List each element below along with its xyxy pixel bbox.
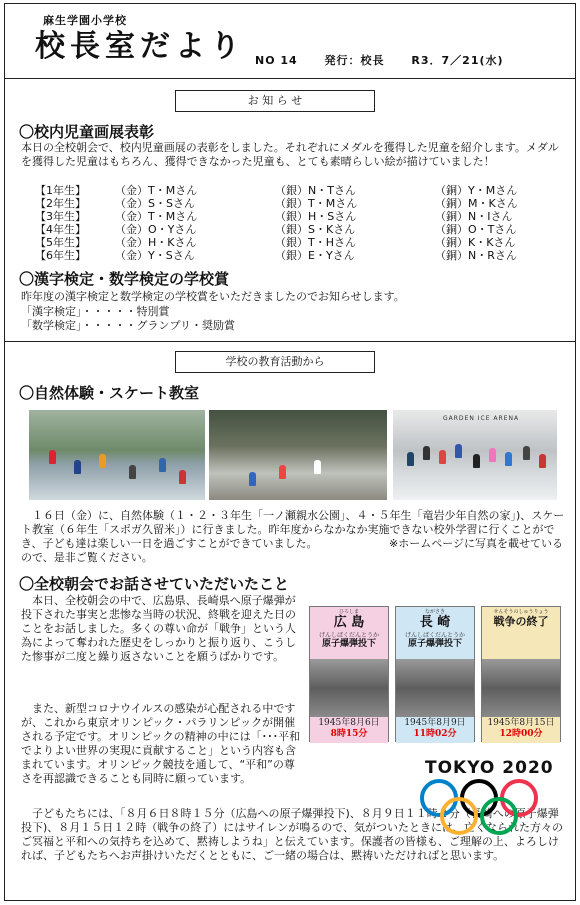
grade-cell: 【1年生】 bbox=[35, 184, 86, 197]
nature-body: １６日（金）に、自然体験（１・２・３年生「一ノ瀬親水公園」、４・５年生「竜岩少年自然の家」)、スケート教室（６年生「スポガ久留米」）に行きました。昨年度からなかなか実施できない校外学習に行くことができ、子ども達は楽しい一日を過ごすことができていました。 ※ホームページに写真を載せているので、是非ご覧ください。 bbox=[21, 509, 565, 564]
assembly-para-2: また、新型コロナウイルスの感染が心配される中ですが、これから東京オリンピック・パラリンピックが開催される予定です。オリンピックの精神の中には「･･･平和でよりよい世界の実現に貢献すること」という内容も含まれています。オリンピック競技を通して、“平和”の尊さを再認識できることも同時に願っています。 bbox=[21, 702, 301, 785]
war-end-photo bbox=[482, 659, 560, 717]
silver-cell: （銀）H・Sさん bbox=[275, 210, 357, 223]
grade-cell: 【2年生】 bbox=[35, 197, 86, 210]
gold-cell: （金）H・Kさん bbox=[115, 236, 197, 249]
bronze-cell: （銅）N・Iさん bbox=[435, 210, 513, 223]
kanji-award: 「漢字検定」・・・・・特別賞 bbox=[21, 305, 170, 318]
table-row bbox=[35, 236, 555, 249]
nagasaki-photo bbox=[396, 659, 474, 717]
nagasaki-card: ながさき 長 崎 げんしばくだんとうか 原子爆弾投下 1945年8月9日 11時02分 bbox=[395, 606, 475, 742]
bronze-cell: （銅）O・Tさん bbox=[435, 223, 517, 236]
river-photo bbox=[29, 410, 205, 500]
silver-cell: （銀）N・Tさん bbox=[275, 184, 356, 197]
tokyo-2020-logo-text: TOKYO 2020 bbox=[425, 758, 554, 778]
bronze-cell: （銅）K・Kさん bbox=[435, 236, 516, 249]
hiroshima-photo bbox=[310, 659, 388, 717]
issuer: 発行：校長 bbox=[324, 54, 385, 67]
nature-heading: 〇自然体験・スケート教室 bbox=[19, 384, 200, 402]
header-divider bbox=[5, 78, 575, 79]
section-divider bbox=[5, 341, 575, 342]
table-row bbox=[35, 223, 555, 236]
activities-label: 学校の教育活動から bbox=[175, 351, 375, 373]
grade-cell: 【4年生】 bbox=[35, 223, 86, 236]
newsletter-page bbox=[4, 3, 576, 901]
gold-cell: （金）O・Yさん bbox=[115, 223, 197, 236]
newsletter-title: 校長室だより bbox=[35, 29, 245, 64]
gold-cell: （金）T・Mさん bbox=[115, 184, 198, 197]
bronze-cell: （銅）N・Rさん bbox=[435, 249, 517, 262]
memorial-panels bbox=[309, 606, 561, 742]
skating-photo bbox=[393, 410, 557, 500]
assembly-para-3: 子どもたちには、「８月６日８時１５分（広島への原子爆弾投下)、８月９日１１時２分（長崎への原子爆弾投下)、８月１５日１２時（戦争の終了）にはサイレンが鳴るので、気がついたときには、亡くなられた方々のご冥福と平和への気持ちを込めて、黙祷しようね」と伝えています。保護者の皆様も、ご理解の上、よろしければ、子どもたちへお声掛けいただくとともに、ご一緒の場合は、黙祷いただければと思います。 bbox=[21, 807, 564, 862]
table-row bbox=[35, 197, 555, 210]
grade-cell: 【3年生】 bbox=[35, 210, 86, 223]
exhibition-heading: 〇校内児童画展表彰 bbox=[19, 123, 155, 141]
assembly-para-1: 本日、全校朝会の中で、広島県、長崎県へ原子爆弾が投下された事実と悲惨な当時の状況、終戦を迎えた日のことをお話しました。多くの尊い命が「戦争」という人為によって奪われた歴史をしっかりと振り返り、こうした惨事が二度と繰り返さないことを願うばかりです。 bbox=[21, 594, 296, 663]
bronze-cell: （銅）M・Kさん bbox=[435, 197, 518, 210]
arena-sign: GARDEN ICE ARENA bbox=[443, 415, 520, 422]
silver-cell: （銀）T・Hさん bbox=[275, 236, 356, 249]
gold-cell: （金）T・Mさん bbox=[115, 210, 198, 223]
silver-cell: （銀）S・Kさん bbox=[275, 223, 356, 236]
header bbox=[5, 4, 575, 78]
gold-cell: （金）Y・Sさん bbox=[115, 249, 195, 262]
table-row bbox=[35, 249, 555, 262]
table-row bbox=[35, 210, 555, 223]
silver-cell: （銀）E・Yさん bbox=[275, 249, 355, 262]
hiroshima-card: ひろしま 広 島 げんしばくだんとうか 原子爆弾投下 1945年8月6日 8時15分 bbox=[309, 606, 389, 742]
issue-meta bbox=[255, 54, 526, 68]
rocks-photo bbox=[209, 410, 387, 500]
assembly-heading: 〇全校朝会でお話させていただいたこと bbox=[19, 575, 290, 593]
kanji-heading: 〇漢字検定・数学検定の学校賞 bbox=[19, 270, 230, 288]
school-name: 麻生学園小学校 bbox=[43, 14, 127, 27]
olympic-rings-icon bbox=[417, 778, 557, 838]
war-end-card: せんそうのしゅうりょう 戦争の終了 1945年8月15日 12時00分 bbox=[481, 606, 561, 742]
math-award: 「数学検定」・・・・・グランプリ・奨励賞 bbox=[21, 319, 236, 332]
gold-cell: （金）S・Sさん bbox=[115, 197, 195, 210]
notice-label: お 知 ら せ bbox=[175, 90, 375, 112]
issue-number: NO 14 bbox=[255, 54, 298, 67]
issue-date: R3．7／21(水) bbox=[411, 54, 504, 67]
table-row bbox=[35, 184, 555, 197]
bronze-cell: （銅）Y・Mさん bbox=[435, 184, 518, 197]
award-table bbox=[35, 184, 555, 262]
exhibition-body: 本日の全校朝会で、校内児童画展の表彰をしました。それぞれにメダルを獲得した児童を紹介します。メダルを獲得した児童はもちろん、獲得できなかった児童も、とても素晴らしい絵が描けていました！ bbox=[21, 141, 559, 168]
silver-cell: （銀）T・Mさん bbox=[275, 197, 358, 210]
kanji-body: 昨年度の漢字検定と数学検定の学校賞をいただきましたのでお知らせします。 bbox=[21, 290, 405, 303]
grade-cell: 【6年生】 bbox=[35, 249, 86, 262]
grade-cell: 【5年生】 bbox=[35, 236, 86, 249]
